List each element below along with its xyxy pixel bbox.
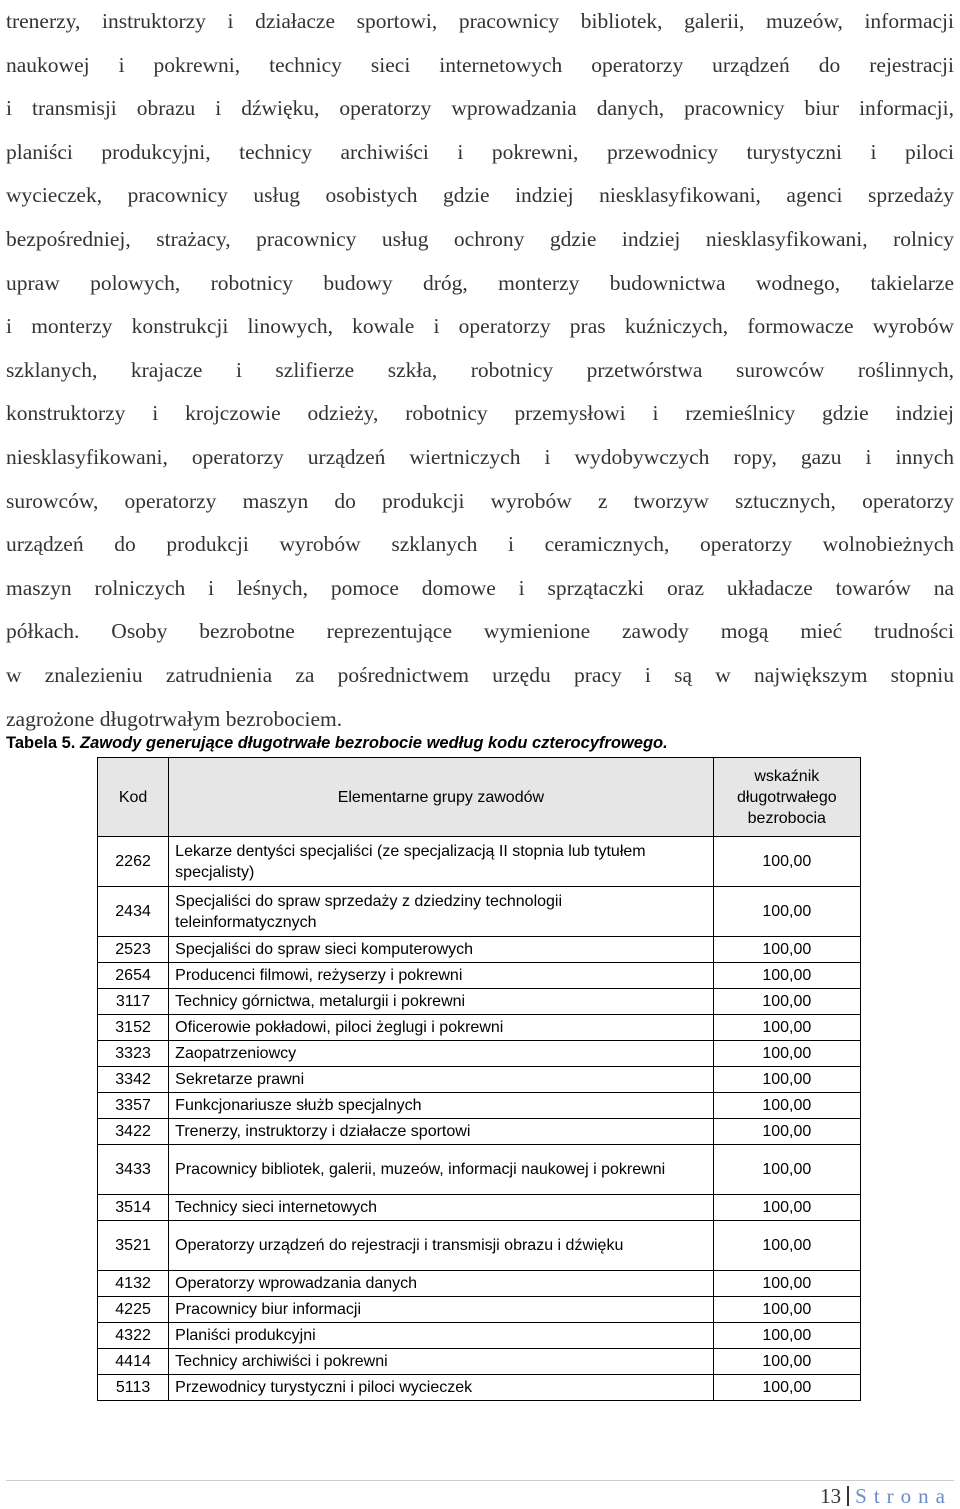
row-code: 2523 bbox=[98, 937, 169, 963]
row-occupation: Planiści produkcyjni bbox=[169, 1323, 713, 1349]
page-word: Strona bbox=[855, 1484, 952, 1508]
header-code: Kod bbox=[98, 758, 169, 837]
row-value: 100,00 bbox=[713, 1145, 860, 1195]
paragraph-line: bezpośredniej, strażacy, pracownicy usług ochrony gdzie indziej niesklasyfikowani, rolnicy bbox=[6, 226, 954, 251]
page-number: 13 bbox=[820, 1484, 842, 1508]
paragraph-line: surowców, operatorzy maszyn do produkcji wyrobów z tworzyw sztucznych, operatorzy bbox=[6, 488, 954, 513]
header-name: Elementarne grupy zawodów bbox=[169, 758, 713, 837]
paragraph-line: urządzeń do produkcji wyrobów szklanych i ceramicznych, operatorzy wolnobieżnych bbox=[6, 532, 954, 557]
row-value: 100,00 bbox=[713, 1015, 860, 1041]
table-header-row bbox=[98, 758, 861, 837]
row-value: 100,00 bbox=[713, 837, 860, 887]
row-value: 100,00 bbox=[713, 989, 860, 1015]
row-occupation: Oficerowie pokładowi, piloci żeglugi i pokrewni bbox=[169, 1015, 713, 1041]
footer-separator bbox=[847, 1486, 849, 1506]
row-code: 3342 bbox=[98, 1067, 169, 1093]
row-value: 100,00 bbox=[713, 1067, 860, 1093]
row-value: 100,00 bbox=[713, 1195, 860, 1221]
row-value: 100,00 bbox=[713, 1221, 860, 1271]
paragraph-line: trenerzy, instruktorzy i działacze sportowi, pracownicy bibliotek, galerii, muzeów, informacji bbox=[6, 9, 954, 33]
row-value: 100,00 bbox=[713, 1297, 860, 1323]
table-row bbox=[98, 1297, 861, 1323]
page-footer bbox=[820, 1484, 952, 1509]
row-code: 5113 bbox=[98, 1375, 169, 1401]
row-occupation: Specjaliści do spraw sprzedaży z dziedziny technologii teleinformatycznych bbox=[169, 887, 713, 937]
row-value: 100,00 bbox=[713, 887, 860, 937]
table-row bbox=[98, 1349, 861, 1375]
table-row bbox=[98, 837, 861, 887]
footer-divider bbox=[6, 1480, 954, 1481]
body-paragraph bbox=[6, 0, 954, 741]
row-code: 3521 bbox=[98, 1221, 169, 1271]
row-code: 2434 bbox=[98, 887, 169, 937]
row-value: 100,00 bbox=[713, 1271, 860, 1297]
row-occupation: Zaopatrzeniowcy bbox=[169, 1041, 713, 1067]
table-row bbox=[98, 887, 861, 937]
table-row bbox=[98, 989, 861, 1015]
row-value: 100,00 bbox=[713, 963, 860, 989]
row-code: 3514 bbox=[98, 1195, 169, 1221]
row-occupation: Technicy sieci internetowych bbox=[169, 1195, 713, 1221]
table-row bbox=[98, 1323, 861, 1349]
paragraph-line: naukowej i pokrewni, technicy sieci internetowych operatorzy urządzeń do rejestracji bbox=[6, 52, 954, 77]
table-row bbox=[98, 1145, 861, 1195]
row-occupation: Lekarze dentyści specjaliści (ze specjalizacją II stopnia lub tytułem specjalisty) bbox=[169, 837, 713, 887]
row-value: 100,00 bbox=[713, 937, 860, 963]
row-code: 4322 bbox=[98, 1323, 169, 1349]
paragraph-line: maszyn rolniczych i leśnych, pomoce domowe i sprzątaczki oraz układacze towarów na bbox=[6, 575, 954, 600]
table-row bbox=[98, 1041, 861, 1067]
header-value: wskaźnik długotrwałego bezrobocia bbox=[713, 758, 860, 837]
row-code: 2262 bbox=[98, 837, 169, 887]
row-code: 3117 bbox=[98, 989, 169, 1015]
row-code: 3433 bbox=[98, 1145, 169, 1195]
table-row bbox=[98, 1271, 861, 1297]
paragraph-line: i transmisji obrazu i dźwięku, operatorzy wprowadzania danych, pracownicy biur informacji, bbox=[6, 96, 954, 121]
table-row bbox=[98, 1195, 861, 1221]
row-occupation: Przewodnicy turystyczni i piloci wycieczek bbox=[169, 1375, 713, 1401]
row-occupation: Technicy górnictwa, metalurgii i pokrewni bbox=[169, 989, 713, 1015]
table-row bbox=[98, 963, 861, 989]
row-code: 4414 bbox=[98, 1349, 169, 1375]
row-occupation: Specjaliści do spraw sieci komputerowych bbox=[169, 937, 713, 963]
row-code: 4132 bbox=[98, 1271, 169, 1297]
caption-title: Zawody generujące długotrwałe bezrobocie według kodu czterocyfrowego. bbox=[80, 734, 668, 752]
row-code: 3323 bbox=[98, 1041, 169, 1067]
paragraph-line: niesklasyfikowani, operatorzy urządzeń wiertniczych i wydobywczych ropy, gazu i innych bbox=[6, 444, 954, 469]
row-occupation: Sekretarze prawni bbox=[169, 1067, 713, 1093]
table-row bbox=[98, 1015, 861, 1041]
paragraph-line: w znalezieniu zatrudnienia za pośrednictwem urzędu pracy i są w największym stopniu bbox=[6, 662, 954, 687]
table-row bbox=[98, 1119, 861, 1145]
table-body bbox=[98, 837, 861, 1401]
table-row bbox=[98, 1375, 861, 1401]
table-row bbox=[98, 937, 861, 963]
paragraph-line: planiści produkcyjni, technicy archiwiści i pokrewni, przewodnicy turystyczni i piloci bbox=[6, 139, 954, 164]
row-value: 100,00 bbox=[713, 1323, 860, 1349]
row-occupation: Funkcjonariusze służb specjalnych bbox=[169, 1093, 713, 1119]
paragraph-line: upraw polowych, robotnicy budowy dróg, monterzy budownictwa wodnego, takielarze bbox=[6, 270, 954, 295]
row-value: 100,00 bbox=[713, 1041, 860, 1067]
table-caption bbox=[6, 734, 668, 753]
table-row bbox=[98, 1093, 861, 1119]
row-occupation: Trenerzy, instruktorzy i działacze sportowi bbox=[169, 1119, 713, 1145]
row-occupation: Pracownicy bibliotek, galerii, muzeów, informacji naukowej i pokrewni bbox=[169, 1145, 713, 1195]
row-value: 100,00 bbox=[713, 1349, 860, 1375]
row-occupation: Producenci filmowi, reżyserzy i pokrewni bbox=[169, 963, 713, 989]
row-occupation: Operatorzy wprowadzania danych bbox=[169, 1271, 713, 1297]
row-code: 3152 bbox=[98, 1015, 169, 1041]
row-occupation: Pracownicy biur informacji bbox=[169, 1297, 713, 1323]
occupations-table bbox=[97, 757, 861, 1401]
row-code: 3357 bbox=[98, 1093, 169, 1119]
paragraph-line: i monterzy konstrukcji linowych, kowale i operatorzy pras kuźniczych, formowacze wyrobów bbox=[6, 314, 954, 339]
row-occupation: Technicy archiwiści i pokrewni bbox=[169, 1349, 713, 1375]
table-row bbox=[98, 1067, 861, 1093]
paragraph-line: szklanych, krajacze i szlifierze szkła, robotnicy przetwórstwa surowców roślinnych, bbox=[6, 357, 954, 382]
row-value: 100,00 bbox=[713, 1119, 860, 1145]
paragraph-line: wycieczek, pracownicy usług osobistych gdzie indziej niesklasyfikowani, agenci sprzedaży bbox=[6, 183, 954, 208]
row-value: 100,00 bbox=[713, 1375, 860, 1401]
row-code: 4225 bbox=[98, 1297, 169, 1323]
paragraph-line: zagrożone długotrwałym bezrobociem. bbox=[6, 706, 343, 731]
caption-label: Tabela 5. bbox=[6, 734, 76, 752]
paragraph-line: półkach. Osoby bezrobotne reprezentujące wymienione zawody mogą mieć trudności bbox=[6, 619, 954, 644]
row-code: 2654 bbox=[98, 963, 169, 989]
paragraph-line: konstruktorzy i krojczowie odzieży, robotnicy przemysłowi i rzemieślnicy gdzie indziej bbox=[6, 401, 954, 426]
row-occupation: Operatorzy urządzeń do rejestracji i transmisji obrazu i dźwięku bbox=[169, 1221, 713, 1271]
row-code: 3422 bbox=[98, 1119, 169, 1145]
table-row bbox=[98, 1221, 861, 1271]
row-value: 100,00 bbox=[713, 1093, 860, 1119]
